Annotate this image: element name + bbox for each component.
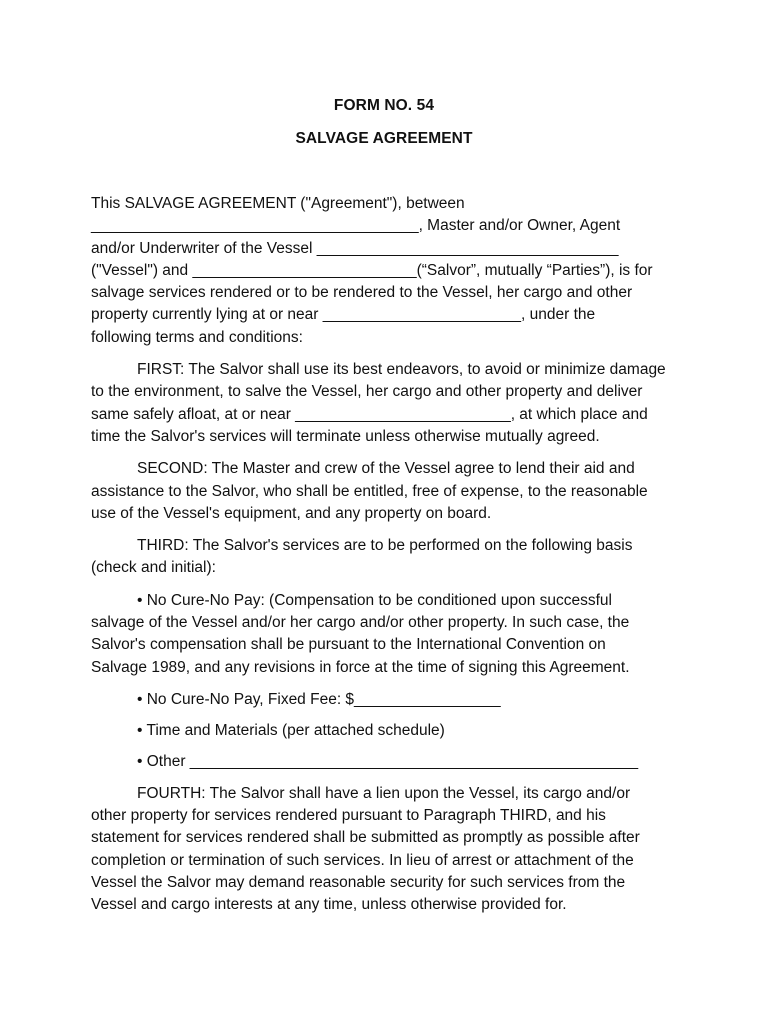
text-line: THIRD: The Salvor's services are to be performed on the following basis xyxy=(137,537,633,555)
text-line: completion or termination of such services. In lieu of arrest or attachment of the xyxy=(91,851,634,869)
option-time-and-materials: • Time and Materials (per attached schedule) xyxy=(137,721,445,739)
text-line: assistance to the Salvor, who shall be entitled, free of expense, to the reasonable xyxy=(91,482,648,500)
text-line: Salvor's compensation shall be pursuant to the International Convention on xyxy=(91,636,606,654)
text-line: ("Vessel") and __________________________(“Salvor”, mutually “Parties”), is for xyxy=(91,261,653,279)
text-line: Vessel the Salvor may demand reasonable security for such services from the xyxy=(91,874,626,892)
fourth-clause xyxy=(91,783,691,917)
document-title: SALVAGE AGREEMENT xyxy=(295,130,473,147)
text-line: SECOND: The Master and crew of the Vessel agree to lend their aid and xyxy=(137,460,635,478)
second-clause xyxy=(91,458,691,525)
text-line: • No Cure-No Pay: (Compensation to be conditioned upon successful xyxy=(137,591,612,609)
text-line: time the Salvor's services will terminate unless otherwise mutually agreed. xyxy=(91,427,600,445)
option-other: • Other ____________________________________________________ xyxy=(137,752,639,770)
form-number: FORM NO. 54 xyxy=(333,97,435,114)
text-line: ______________________________________, Master and/or Owner, Agent xyxy=(91,217,621,235)
text-line: to the environment, to salve the Vessel, her cargo and other property and deliver xyxy=(91,383,643,401)
text-line: statement for services rendered shall be submitted as promptly as possible after xyxy=(91,829,640,847)
option-no-cure-no-pay xyxy=(91,590,691,679)
text-line: This SALVAGE AGREEMENT ("Agreement"), between xyxy=(91,195,465,212)
text-line: FIRST: The Salvor shall use its best endeavors, to avoid or minimize damage xyxy=(137,361,666,379)
text-line: (check and initial): xyxy=(91,559,216,577)
text-line: salvage services rendered or to be rendered to the Vessel, her cargo and other xyxy=(91,284,633,302)
third-clause xyxy=(91,535,691,580)
text-line: salvage of the Vessel and/or her cargo and/or other property. In such case, the xyxy=(91,614,630,632)
text-line: property currently lying at or near _______________________, under the xyxy=(91,306,596,324)
text-line: other property for services rendered pursuant to Paragraph THIRD, and his xyxy=(91,807,606,825)
text-line: FOURTH: The Salvor shall have a lien upon the Vessel, its cargo and/or xyxy=(137,784,631,802)
text-line: same safely afloat, at or near _________________________, at which place and xyxy=(91,405,648,423)
text-line: following terms and conditions: xyxy=(91,328,303,346)
agreement-body xyxy=(91,193,691,917)
text-line: use of the Vessel's equipment, and any property on board. xyxy=(91,504,492,522)
option-fixed-fee: • No Cure-No Pay, Fixed Fee: $_________________ xyxy=(137,690,501,708)
intro-paragraph xyxy=(91,193,691,349)
first-clause xyxy=(91,359,691,448)
text-line: Vessel and cargo interests at any time, unless otherwise provided for. xyxy=(91,896,567,914)
text-line: and/or Underwriter of the Vessel ___________________________________ xyxy=(91,239,619,257)
text-line: Salvage 1989, and any revisions in force at the time of signing this Agreement. xyxy=(91,658,630,676)
